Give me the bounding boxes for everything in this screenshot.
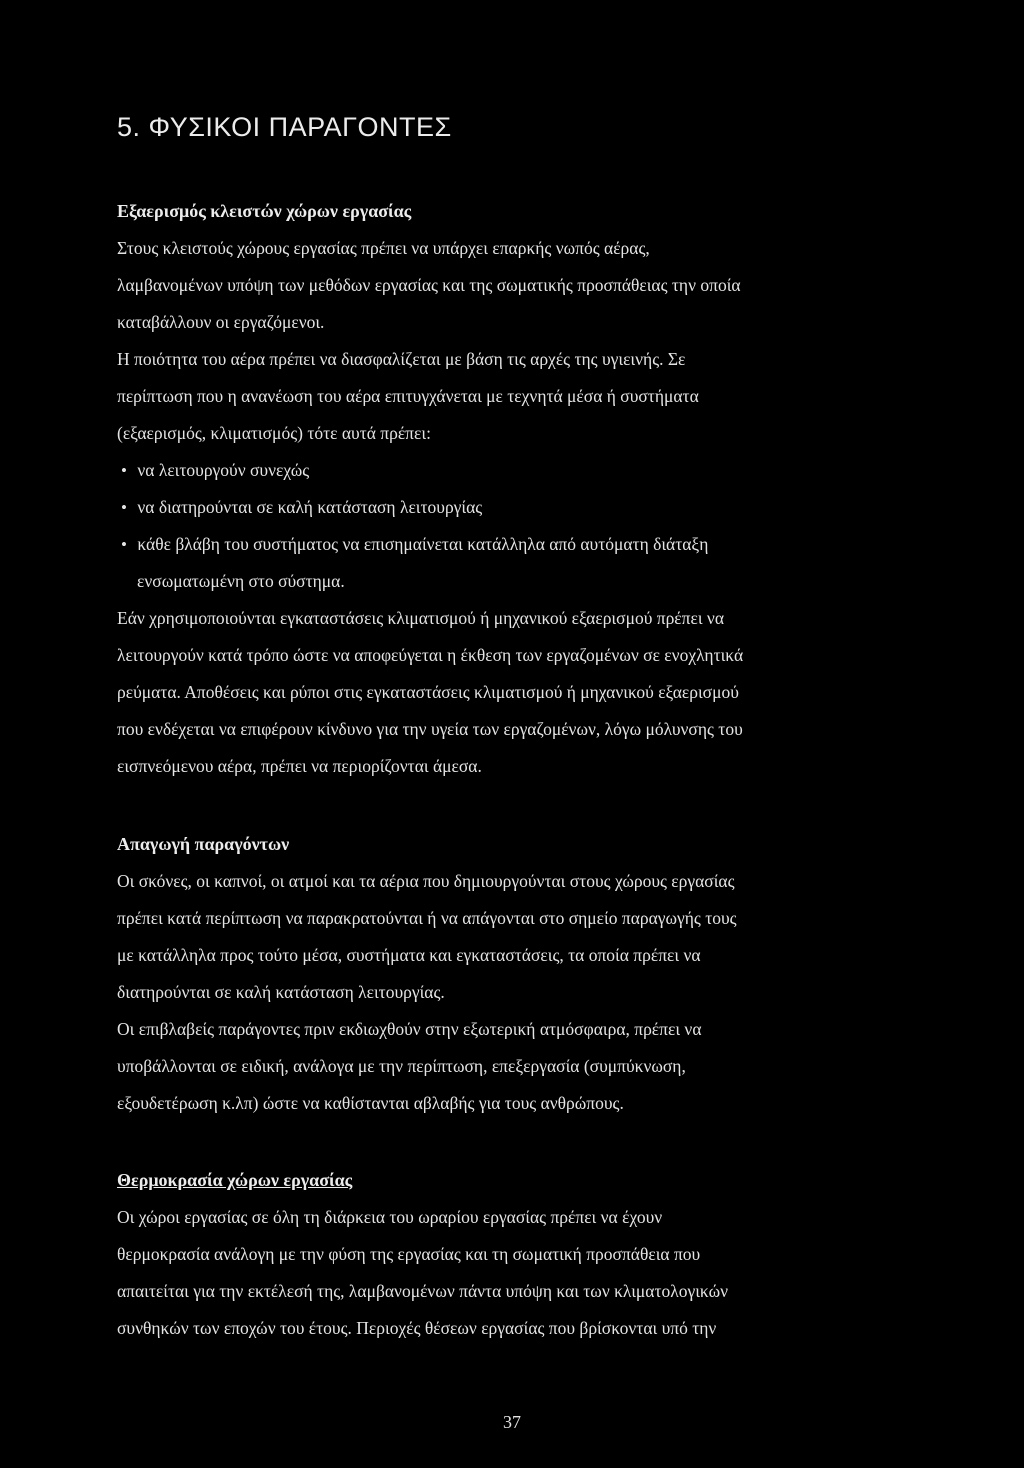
bullet-item xyxy=(117,452,917,489)
bullet-text: να διατηρούνται σε καλή κατάσταση λειτουργίας xyxy=(137,497,483,517)
paragraph-line: με κατάλληλα προς τούτο μέσα, συστήματα και εγκαταστάσεις, τα οποία πρέπει να xyxy=(117,945,701,965)
bullet-continuation: ενσωματωμένη στο σύστημα. xyxy=(137,571,345,591)
section-ventilation xyxy=(117,193,917,785)
paragraph-line: εισπνεόμενου αέρα, πρέπει να περιορίζονται άμεσα. xyxy=(117,756,482,776)
bullet-item xyxy=(117,489,917,526)
paragraph-line: που ενδέχεται να επιφέρουν κίνδυνο για την υγεία των εργαζομένων, λόγω μόλυνσης του xyxy=(117,719,743,739)
paragraph-line: πρέπει κατά περίπτωση να παρακρατούνται ή να απάγονται στο σημείο παραγωγής τους xyxy=(117,908,737,928)
paragraph-line: Η ποιότητα του αέρα πρέπει να διασφαλίζεται με βάση τις αρχές της υγιεινής. Σε xyxy=(117,349,686,369)
section-heading-ventilation: Εξαερισμός κλειστών χώρων εργασίας xyxy=(117,201,412,221)
paragraph-line: συνθηκών των εποχών του έτους. Περιοχές θέσεων εργασίας που βρίσκονται υπό την xyxy=(117,1318,717,1338)
section-heading-temperature: Θερμοκρασία χώρων εργασίας xyxy=(117,1170,353,1190)
paragraph-line: ρεύματα. Αποθέσεις και ρύποι στις εγκαταστάσεις κλιματισμού ή μηχανικού εξαερισμού xyxy=(117,682,739,702)
paragraph-line: Στους κλειστούς χώρους εργασίας πρέπει να υπάρχει επαρκής νωπός αέρας, xyxy=(117,238,650,258)
paragraph-line: λαμβανομένων υπόψη των μεθόδων εργασίας και της σωματικής προσπάθειας την οποία xyxy=(117,275,741,295)
section-heading-extraction: Απαγωγή παραγόντων xyxy=(117,834,290,854)
paragraph-line: καταβάλλουν οι εργαζόμενοι. xyxy=(117,312,325,332)
bullet-icon: • xyxy=(121,535,127,554)
bullet-icon: • xyxy=(121,461,127,480)
paragraph-line: διατηρούνται σε καλή κατάσταση λειτουργίας. xyxy=(117,982,445,1002)
bullet-icon: • xyxy=(121,498,127,517)
bullet-text: να λειτουργούν συνεχώς xyxy=(137,460,310,480)
section-extraction xyxy=(117,826,917,1122)
paragraph-line: περίπτωση που η ανανέωση του αέρα επιτυγχάνεται με τεχνητά μέσα ή συστήματα xyxy=(117,386,699,406)
chapter-title: 5. ΦΥΣΙΚΟΙ ΠΑΡΑΓΟΝΤΕΣ xyxy=(117,112,452,142)
paragraph-line: Εάν χρησιμοποιούνται εγκαταστάσεις κλιματισμού ή μηχανικού εξαερισμού πρέπει να xyxy=(117,608,725,628)
bullet-item xyxy=(117,526,917,563)
section-temperature xyxy=(117,1162,917,1347)
page-number: 37 xyxy=(503,1412,521,1432)
paragraph-line: απαιτείται για την εκτέλεσή της, λαμβανομένων πάντα υπόψη και των κλιματολογικών xyxy=(117,1281,729,1301)
paragraph-line: θερμοκρασία ανάλογη με την φύση της εργασίας και τη σωματική προσπάθεια που xyxy=(117,1244,701,1264)
paragraph-line: λειτουργούν κατά τρόπο ώστε να αποφεύγεται η έκθεση των εργαζομένων σε ενοχλητικά xyxy=(117,645,744,665)
bullet-text: κάθε βλάβη του συστήματος να επισημαίνεται κατάλληλα από αυτόματη διάταξη xyxy=(137,534,709,554)
paragraph-line: εξουδετέρωση κ.λπ) ώστε να καθίστανται αβλαβής για τους ανθρώπους. xyxy=(117,1093,624,1113)
paragraph-line: Οι χώροι εργασίας σε όλη τη διάρκεια του ωραρίου εργασίας πρέπει να έχουν xyxy=(117,1207,663,1227)
paragraph-line: Οι σκόνες, οι καπνοί, οι ατμοί και τα αέρια που δημιουργούνται στους χώρους εργασίας xyxy=(117,871,735,891)
paragraph-line: υποβάλλονται σε ειδική, ανάλογα με την περίπτωση, επεξεργασία (συμπύκνωση, xyxy=(117,1056,686,1076)
paragraph-line: Οι επιβλαβείς παράγοντες πριν εκδιωχθούν στην εξωτερική ατμόσφαιρα, πρέπει να xyxy=(117,1019,702,1039)
paragraph-line: (εξαερισμός, κλιματισμός) τότε αυτά πρέπει: xyxy=(117,423,431,443)
